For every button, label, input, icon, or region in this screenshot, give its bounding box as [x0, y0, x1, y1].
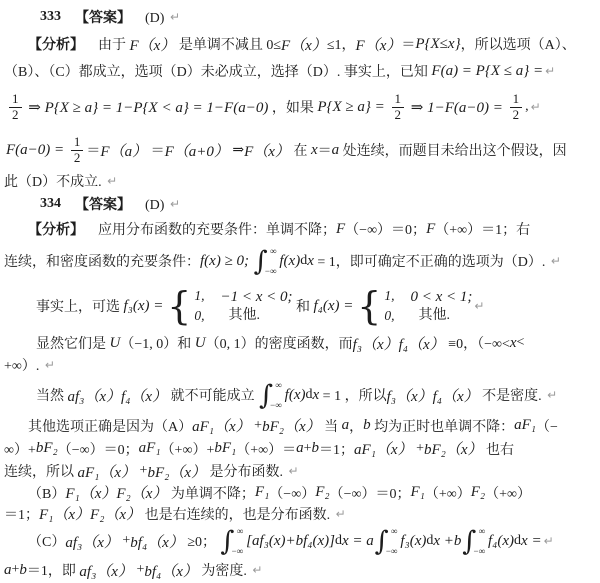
- integral: [375, 526, 400, 556]
- math-run: F（x）: [281, 37, 327, 54]
- text-run: ≥0；: [183, 535, 220, 550]
- return-mark-icon: ↵: [474, 299, 485, 313]
- math-run: F（x）: [129, 37, 176, 54]
- math-run: aF₁: [514, 417, 537, 433]
- text-run: d: [514, 533, 522, 548]
- math-run: bf₄（x）: [144, 563, 198, 580]
- text-run: ＝1；: [319, 442, 355, 458]
- text-run: 就不可能成立: [167, 389, 259, 404]
- text-run: （−∞）＝0；: [329, 486, 411, 502]
- text-run: +: [136, 463, 148, 478]
- math-run: F（a）: [100, 143, 148, 160]
- fraction: [9, 92, 22, 123]
- return-mark-icon: ↵: [543, 534, 554, 548]
- integral-upper-limit: ∞: [390, 526, 398, 536]
- math-run: af₃（x）f₄（x）: [67, 388, 168, 405]
- text-run: ，如果: [268, 101, 318, 116]
- integral-icon: ∫: [259, 379, 274, 411]
- integral: [254, 246, 279, 276]
- bold-run: 334: [40, 196, 61, 211]
- math-run: x: [312, 386, 320, 403]
- math-run: F₁: [254, 484, 270, 500]
- math-run: F₁（x）F₂（x）: [39, 507, 142, 523]
- fraction-denominator: 2: [512, 106, 520, 122]
- math-run: b: [19, 561, 27, 578]
- text-run: ＝1；: [4, 507, 39, 523]
- text-run: 不是密度.: [478, 389, 546, 404]
- text-run: d: [426, 533, 434, 548]
- text-run: 其他选项正确是因为（A）: [28, 419, 193, 435]
- math-run: P{X≤x}: [415, 35, 461, 52]
- text-run: ＝: [147, 144, 165, 159]
- text-run: ＝1，即: [26, 564, 80, 579]
- math-run: bF₂（x）: [262, 419, 321, 435]
- text-run: 由于: [84, 38, 130, 53]
- return-mark-icon: ↵: [547, 388, 558, 402]
- bold-run: 【答案】: [75, 198, 131, 213]
- integral-limits: [265, 246, 277, 276]
- text-run: [61, 7, 75, 27]
- fraction-numerator: 1: [71, 135, 84, 151]
- text-run: （+∞）＝1；右: [435, 223, 531, 238]
- math-run: F₂: [470, 484, 486, 500]
- integral-upper-limit: ∞: [236, 526, 244, 536]
- text-run: d: [334, 533, 342, 548]
- text-run: （−∞）＝0；: [57, 442, 139, 458]
- text-run: ⇒: [228, 142, 245, 158]
- integral-icon: ∫: [462, 525, 477, 557]
- text-run: 当: [320, 419, 342, 435]
- text-run: 也右: [482, 442, 515, 458]
- text-run: （+∞）: [424, 486, 471, 502]
- case-condition: 0 < x < 1;: [410, 288, 473, 305]
- return-mark-icon: ↵: [169, 197, 180, 211]
- integral-upper-limit: ∞: [269, 246, 277, 256]
- math-run: f₄(x): [488, 532, 515, 549]
- fraction: [510, 92, 523, 123]
- math-run: x: [521, 532, 528, 549]
- math-run: f₃（x）f₄（x）: [352, 336, 445, 353]
- fraction-denominator: 2: [394, 106, 402, 122]
- fraction-numerator: 1: [9, 92, 22, 108]
- fraction-numerator: 1: [510, 92, 523, 108]
- analysis-334-line1: [0, 216, 600, 242]
- text-run: 连续，和密度函数的充要条件：: [4, 255, 200, 270]
- option-b-line2: [0, 503, 600, 524]
- analysis-334-line2: [0, 242, 600, 280]
- bold-run: 【分析】: [28, 38, 84, 53]
- integral-limits: [232, 526, 244, 556]
- math-run: bF₂（x）: [423, 442, 483, 458]
- math-run: aF₁（x）: [77, 464, 137, 481]
- fraction: [71, 135, 84, 166]
- option-a-line1: [0, 414, 600, 437]
- return-mark-icon: ↵: [169, 10, 180, 24]
- case-condition: 其他.: [228, 307, 260, 323]
- text-run: ≡0，（−∞<: [444, 337, 510, 352]
- text-run: 也是右连续的，也是分布函数.: [141, 507, 334, 523]
- text-run: ，: [349, 419, 364, 435]
- text-run: ＝: [317, 144, 332, 159]
- integral-icon: ∫: [374, 525, 389, 557]
- math-run: b: [363, 417, 371, 433]
- text-run: ,: [525, 99, 529, 114]
- text-run: 处连续，而题目未给出这个假设，因: [339, 144, 567, 159]
- math-run: F（x）: [355, 37, 402, 54]
- text-run: [61, 194, 75, 214]
- text-run: 在: [289, 144, 311, 159]
- integral-limits: [270, 380, 282, 410]
- math-run: ⇒ 1−F(a−0) =: [407, 99, 507, 116]
- text-run: <: [516, 335, 525, 350]
- text-run: （+∞）+: [160, 442, 215, 458]
- fraction-denominator: 2: [12, 106, 19, 122]
- case-value: 1,: [384, 287, 395, 303]
- text-run: = 1，即可确定不正确的选项为（D）.: [313, 255, 549, 270]
- math-run: F₂: [315, 484, 330, 500]
- integral-upper-limit: ∞: [478, 526, 485, 536]
- piecewise-definitions: [0, 280, 600, 332]
- case-condition: −1 < x < 0;: [220, 288, 293, 305]
- option-c-line2: [0, 558, 600, 582]
- piecewise-cases: [167, 283, 293, 328]
- density-check-line1: [0, 332, 600, 354]
- text-run: +: [303, 440, 312, 456]
- math-run: U: [109, 334, 121, 351]
- text-run: 当然: [36, 389, 68, 404]
- text-run: 显然它们是: [36, 337, 110, 352]
- cases-grid: [194, 288, 292, 325]
- answer-333: [0, 4, 600, 30]
- text-run: （0, 1）的密度函数，而: [205, 337, 353, 352]
- math-run: F(a) = P{X ≤ a} =: [431, 62, 544, 79]
- math-run: bF₁: [214, 440, 237, 456]
- math-run: aF₁（x）: [354, 442, 413, 458]
- math-run: bf₄（x）: [130, 534, 184, 551]
- option-c-line1: [0, 524, 600, 558]
- option-b-line1: [0, 482, 600, 503]
- text-run: d: [300, 253, 308, 268]
- text-run: +: [132, 562, 145, 577]
- text-run: = 1 ，所以: [319, 389, 387, 404]
- integral-lower-limit: −∞: [264, 266, 277, 276]
- text-run: (D): [131, 11, 168, 26]
- text-run: +: [11, 562, 20, 577]
- math-run: bF₂（x）: [147, 464, 206, 481]
- bold-run: 333: [40, 9, 61, 24]
- return-mark-icon: ↵: [107, 174, 118, 188]
- text-run: ∞）+: [4, 442, 36, 458]
- density-check-line2: [0, 354, 600, 376]
- fraction-numerator: 1: [392, 92, 405, 108]
- option-a-line2: [0, 437, 600, 460]
- analysis-333-line5: [0, 170, 600, 192]
- return-mark-icon: ↵: [288, 464, 299, 478]
- math-run: ⇒ P{X ≥ a} = 1−P{X < a} = 1−F(a−0): [24, 99, 269, 116]
- text-run: （+∞）＝: [236, 442, 297, 458]
- text-run: d: [305, 387, 313, 402]
- integral-limits: [386, 526, 398, 556]
- math-run: F(a−0) =: [6, 141, 68, 158]
- analysis-333-line2: [0, 58, 600, 84]
- math-run: x: [310, 141, 318, 158]
- case-condition: 其他.: [418, 307, 450, 323]
- text-run: （−∞）＝0；: [345, 223, 427, 238]
- text-run: （B）、（C）都成立，选项（D）未必成立，选择（D）. 事实上，已知: [4, 65, 432, 80]
- text-run: 为单调不降；: [167, 486, 255, 502]
- math-run: =: [527, 532, 542, 549]
- text-run: ，所以选项（A）、: [460, 38, 576, 53]
- text-run: +: [412, 440, 424, 456]
- answer-334: [0, 192, 600, 216]
- math-run: [af₃(x)+bf₄(x)]: [246, 532, 335, 549]
- text-run: 事实上，可选: [36, 300, 124, 315]
- math-run: bF₂: [35, 440, 58, 456]
- integral: [221, 526, 246, 556]
- text-run: （−: [536, 419, 558, 435]
- option-a-line3: [0, 460, 600, 482]
- return-mark-icon: ↵: [335, 506, 346, 521]
- bold-run: 【答案】: [75, 11, 131, 26]
- integral-limits: [474, 526, 486, 556]
- math-run: U: [194, 334, 206, 351]
- math-run: f₃(x): [400, 532, 427, 549]
- text-run: （+∞）: [485, 486, 532, 502]
- text-run: 是分布函数.: [206, 465, 287, 480]
- math-run: f₃(x) =: [123, 297, 168, 314]
- return-mark-icon: ↵: [530, 100, 541, 114]
- integral: [462, 526, 487, 556]
- cases-grid: [384, 288, 472, 325]
- text-run: ≤1，: [326, 38, 356, 53]
- text-run: (D): [131, 198, 168, 213]
- text-run: 为密度.: [197, 564, 251, 579]
- text-run: （−1, 0）和: [120, 337, 195, 352]
- text-run: 是单调不减且 0≤: [175, 38, 282, 53]
- math-run: P{X ≥ a} =: [317, 98, 389, 115]
- math-run: f(x): [279, 252, 301, 269]
- text-run: 连续，所以: [4, 465, 78, 480]
- return-mark-icon: ↵: [44, 358, 55, 372]
- math-run: aF₁（x）: [192, 419, 251, 435]
- math-run: f₃（x）f₄（x）: [386, 388, 479, 405]
- math-run: a: [331, 141, 340, 158]
- return-mark-icon: ↵: [550, 254, 561, 268]
- analysis-333-line3: [0, 84, 600, 130]
- math-run: af₃（x）: [65, 534, 119, 551]
- math-run: F（a+0）: [164, 143, 229, 160]
- math-run: a: [296, 440, 304, 456]
- case-value: 1,: [194, 287, 205, 303]
- integral-upper-limit: ∞: [275, 380, 282, 390]
- integral-icon: ∫: [220, 525, 235, 557]
- analysis-333-line1: [0, 30, 600, 58]
- case-value: 0,: [194, 307, 205, 323]
- text-run: 和: [292, 300, 314, 315]
- math-run: x: [509, 334, 517, 351]
- piecewise-cases: [357, 283, 473, 328]
- return-mark-icon: ↵: [545, 64, 556, 78]
- integral-lower-limit: −∞: [385, 546, 398, 556]
- math-run: aF₁: [138, 440, 161, 456]
- text-run: 此（D）不成立.: [4, 175, 106, 190]
- text-run: +: [118, 533, 131, 548]
- product-not-density: [0, 376, 600, 414]
- math-run: x: [341, 532, 349, 549]
- text-run: （B）: [28, 486, 66, 502]
- left-brace-icon: {: [357, 283, 382, 328]
- text-run: （−∞）: [269, 486, 316, 502]
- math-run: F₁: [410, 484, 425, 500]
- math-run: a: [341, 417, 350, 433]
- math-run: x: [307, 252, 314, 269]
- fraction-denominator: 2: [73, 149, 81, 165]
- math-run: F: [426, 220, 436, 237]
- integral-lower-limit: −∞: [473, 546, 485, 556]
- integral: [259, 380, 284, 410]
- math-run: a: [4, 561, 12, 578]
- bold-run: 【分析】: [28, 223, 84, 238]
- left-brace-icon: {: [167, 283, 192, 328]
- math-run: f₄(x) =: [313, 297, 358, 314]
- text-run: 均为正时也单调不降：: [370, 419, 515, 435]
- math-run: x: [433, 532, 441, 549]
- text-run: ＝: [86, 144, 101, 159]
- integral-icon: ∫: [253, 245, 268, 277]
- math-run: F₁（x）F₂（x）: [65, 486, 168, 502]
- text-run: ＝: [401, 38, 416, 53]
- return-mark-icon: ↵: [252, 563, 263, 577]
- analysis-333-line4: [0, 130, 600, 170]
- case-value: 0,: [384, 307, 395, 323]
- math-run: F: [336, 220, 346, 237]
- math-run: F（x）: [244, 143, 290, 160]
- text-run: 应用分布函数的充要条件：单调不降；: [84, 223, 336, 238]
- math-run: af₃（x）: [79, 563, 133, 580]
- integral-lower-limit: −∞: [231, 546, 244, 556]
- math-run: f(x): [284, 386, 306, 403]
- text-run: +: [250, 417, 263, 433]
- math-run: = a: [348, 532, 374, 549]
- text-run: +∞）.: [4, 359, 43, 374]
- integral-lower-limit: −∞: [270, 400, 282, 410]
- fraction: [392, 92, 405, 123]
- text-run: （C）: [28, 535, 66, 550]
- math-run: b: [311, 440, 320, 456]
- math-run: f(x) ≥ 0;: [200, 252, 253, 269]
- math-run: +b: [440, 532, 462, 549]
